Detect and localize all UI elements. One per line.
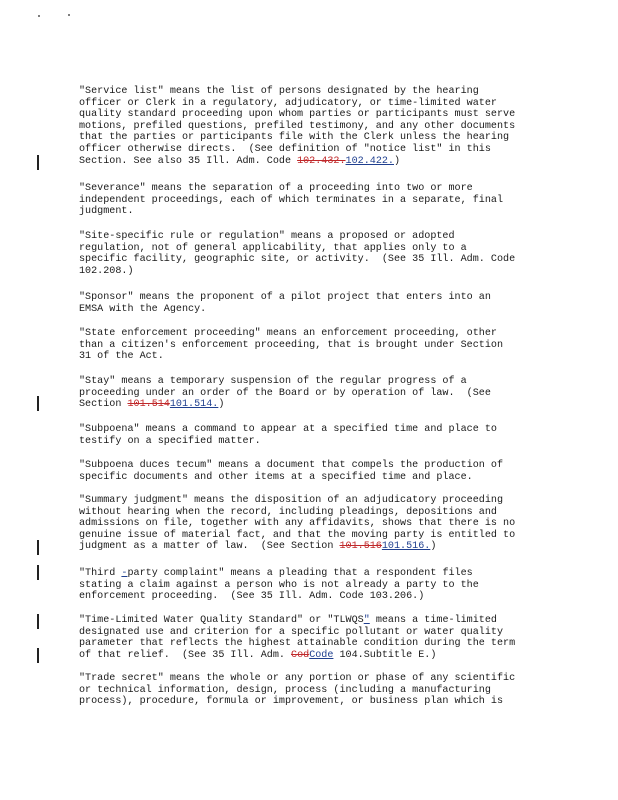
text-line — [79, 328, 549, 340]
text-line — [79, 615, 549, 627]
text-line — [79, 530, 549, 542]
inserted-text: " — [363, 615, 370, 626]
text-line — [79, 388, 549, 400]
text-line — [79, 580, 549, 592]
text-segment: "Summary judgment" means the disposition of an adjudicatory proceeding — [79, 495, 504, 506]
text-line — [79, 144, 549, 156]
text-line — [79, 351, 549, 363]
text-line — [79, 673, 549, 685]
text-segment: means a time-limited — [369, 615, 497, 626]
text-segment: admissions on file, together with any affidavits, shows that there is no — [79, 518, 516, 530]
text-segment: without hearing when the record, including pleadings, depositions and — [79, 506, 497, 518]
change-bar — [37, 396, 39, 411]
text-segment: "Subpoena" means a command to appear at a specified time and place to — [79, 424, 497, 435]
text-line — [79, 98, 549, 110]
text-segment: party complaint" means a pleading that a respondent files — [127, 568, 473, 579]
text-segment: 102.208.) — [79, 265, 134, 277]
text-segment: "Stay" means a temporary suspension of the regular progress of a — [79, 376, 467, 387]
text-line — [79, 183, 549, 195]
text-line — [79, 156, 549, 168]
text-line — [79, 436, 549, 448]
inserted-text: 102.422. — [345, 155, 394, 167]
text-segment: 31 of the Act. — [79, 351, 164, 363]
text-segment: independent proceedings, each of which terminates in a separate, final — [79, 194, 504, 206]
scan-speck — [38, 15, 40, 17]
inserted-text: 101.516. — [381, 541, 431, 553]
inserted-text: 101.514. — [169, 399, 219, 411]
text-line — [79, 399, 549, 411]
text-segment: "Trade secret" means the whole or any portion or phase of any scientific — [79, 673, 516, 684]
definition-paragraph — [79, 231, 549, 277]
text-line — [79, 86, 549, 98]
text-segment: "Service list" means the list of persons designated by the hearing — [79, 86, 479, 97]
text-segment: of that relief. (See 35 Ill. Adm. — [79, 649, 292, 661]
deleted-text: 101.514 — [127, 399, 170, 411]
change-bar — [37, 648, 39, 663]
text-segment: specific documents and other items at a specified time and place. — [79, 471, 473, 483]
definition-paragraph — [79, 495, 549, 553]
text-line — [79, 304, 549, 316]
text-segment: enforcement proceeding. (See 35 Ill. Adm. Code 103.206.) — [79, 591, 425, 603]
definition-paragraph — [79, 86, 549, 167]
text-line — [79, 376, 549, 388]
text-line — [79, 638, 549, 650]
text-segment: motions, prefiled questions, prefiled testimony, and any other documents — [79, 120, 516, 132]
text-segment: quality standard proceeding upon whom parties or participants must serve — [79, 109, 516, 121]
definition-paragraph — [79, 568, 549, 603]
inserted-text: Code — [309, 649, 334, 661]
text-segment: "Time-Limited Water Quality Standard" or "TLWQS — [79, 615, 364, 626]
text-segment: specific facility, geographic site, or activity. (See 35 Ill. Adm. Code — [79, 254, 516, 266]
inserted-text: - — [121, 568, 128, 579]
change-bar — [37, 155, 39, 170]
text-line — [79, 460, 549, 472]
text-segment: "Subpoena duces tecum" means a document that compels the production of — [79, 460, 504, 471]
text-line — [79, 254, 549, 266]
text-line — [79, 231, 549, 243]
text-segment: "Third — [79, 568, 122, 579]
text-line — [79, 243, 549, 255]
text-line — [79, 568, 549, 580]
text-segment: parameter that reflects the highest attainable condition during the term — [79, 638, 516, 650]
text-segment: process), procedure, formula or improvement, or business plan which is — [79, 696, 504, 708]
text-segment: Section. See also 35 Ill. Adm. Code — [79, 155, 298, 167]
text-line — [79, 507, 549, 519]
text-line — [79, 685, 549, 697]
change-bar — [37, 540, 39, 555]
text-line — [79, 292, 549, 304]
text-segment: proceeding under an order of the Board or by operation of law. (See — [79, 387, 491, 399]
change-bar — [37, 614, 39, 629]
text-segment: judgment. — [79, 206, 134, 218]
deleted-text: Cod — [291, 649, 310, 661]
text-segment: testify on a specified matter. — [79, 435, 261, 447]
text-segment: "Site-specific rule or regulation" means a proposed or adopted — [79, 231, 455, 242]
definition-paragraph — [79, 673, 549, 708]
text-segment: "Severance" means the separation of a proceeding into two or more — [79, 183, 473, 194]
text-line — [79, 627, 549, 639]
definition-paragraph — [79, 460, 549, 483]
text-segment: regulation, not of general applicability, that applies only to a — [79, 242, 467, 254]
text-segment: genuine issue of material fact, and that the moving party is entitled to — [79, 529, 516, 541]
text-segment: stating a claim against a person who is not already a party to the — [79, 579, 479, 591]
text-line — [79, 424, 549, 436]
text-segment: officer otherwise directs. (See definition of "notice list" in this — [79, 143, 491, 155]
text-line — [79, 121, 549, 133]
text-line — [79, 518, 549, 530]
text-segment: 104.Subtitle E.) — [333, 649, 437, 661]
text-segment: EMSA with the Agency. — [79, 303, 207, 315]
text-line — [79, 195, 549, 207]
deleted-text: 101.516 — [339, 541, 382, 553]
scan-speck — [68, 14, 70, 16]
text-line — [79, 472, 549, 484]
definition-paragraph — [79, 615, 549, 661]
text-line — [79, 495, 549, 507]
text-segment: ) — [430, 541, 437, 553]
text-segment: designated use and criterion for a specific pollutant or water quality — [79, 626, 504, 638]
text-segment: Section — [79, 399, 128, 411]
definition-paragraph — [79, 328, 549, 363]
definition-paragraph — [79, 292, 549, 315]
definition-paragraph — [79, 376, 549, 411]
text-segment: than a citizen's enforcement proceeding, that is brought under Section — [79, 339, 504, 351]
text-line — [79, 132, 549, 144]
text-line — [79, 696, 549, 708]
text-line — [79, 206, 549, 218]
text-line — [79, 591, 549, 603]
text-segment: ) — [218, 399, 225, 411]
definition-paragraph — [79, 424, 549, 447]
change-bar — [37, 565, 39, 580]
text-segment: "State enforcement proceeding" means an enforcement proceeding, other — [79, 328, 497, 339]
text-line — [79, 650, 549, 662]
text-line — [79, 541, 549, 553]
text-segment: that the parties or participants file with the Clerk unless the hearing — [79, 132, 510, 144]
text-line — [79, 266, 549, 278]
text-line — [79, 340, 549, 352]
definition-paragraph — [79, 183, 549, 218]
text-segment: judgment as a matter of law. (See Section — [79, 541, 340, 553]
deleted-text: 102.432. — [297, 155, 346, 167]
text-segment: ) — [394, 155, 401, 167]
text-segment: or technical information, design, process (including a manufacturing — [79, 684, 491, 696]
text-line — [79, 109, 549, 121]
text-segment: officer or Clerk in a regulatory, adjudicatory, or time-limited water — [79, 97, 497, 109]
text-segment: "Sponsor" means the proponent of a pilot project that enters into an — [79, 292, 491, 303]
